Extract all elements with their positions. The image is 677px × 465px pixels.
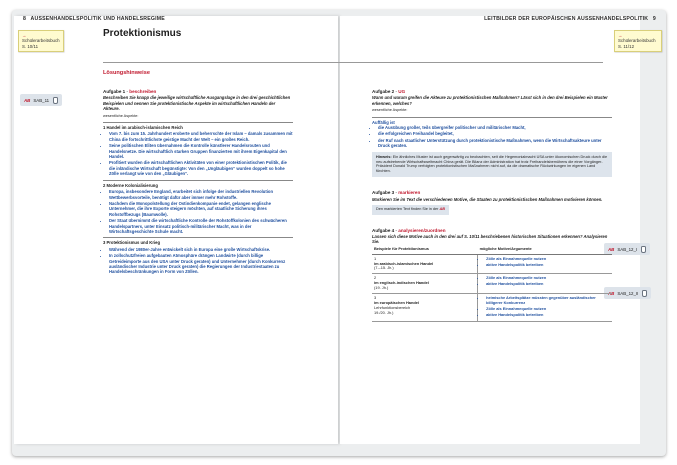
list-item: • Profitiert wurden die wirtschaftlichen Aktivitäten von einer protektionistischen Politik, die die inländische Wirtschaft begünstigte: Von den „Ungläubigen“ wurden doppelt so hohe Zölle verlangt wie von den „Gläubigen“.: [109, 160, 293, 176]
sticky-left-line1: Schülerarbeitsbuch: [22, 38, 60, 44]
list-item: • Zölle als Einnahmequelle nutzen: [486, 307, 610, 312]
task-1-keyword: beschreiben: [129, 89, 157, 94]
sticky-right-line1: Schülerarbeitsbuch: [618, 38, 656, 44]
list-item: • Der Staat übernimmt die wirtschaftliche Kontrolle der Rohstoffkolonien des schwächeren Handelspartners, unter Einsatz politisch-militärischer Macht, was in der Wirtschaftsgeschichte Schule macht.: [109, 218, 293, 234]
list-item: • aktive Handelspolitik betreiben: [486, 263, 610, 268]
sticky-note-left[interactable]: [18, 30, 64, 52]
task-3-heading: Aufgabe 3 · markieren: [372, 190, 421, 196]
note-box: [372, 152, 612, 178]
sticky-note-right[interactable]: [614, 30, 662, 52]
task-1-heading: Aufgabe 1 · beschreiben: [103, 89, 157, 94]
task-1-section-2: [103, 180, 293, 235]
running-header-right: [484, 16, 659, 24]
sticky-right-line2: S. 11/12: [618, 43, 635, 49]
list-item: • der Ruf nach staatlicher Unterstützung durch protektionistische Maßnahmen, wenn die Wirtschaftsakteure unter Druck geraten.: [378, 138, 612, 149]
task-2-aspects-label: wesentliche Aspekte:: [372, 108, 408, 113]
section-subtitle: Lösungshinweise: [103, 70, 150, 76]
table-row: 2 im englisch-indischen Handel (19. Jh.) • Zölle als Einnahmequelle nutzen • aktive Handelspolitik betreiben: [372, 274, 612, 294]
task-4-instruction: Lassen sich diese Motive auch in den drei auf S. 10/11 beschriebenen historischen Situationen erkennen? Analysieren Sie.: [372, 233, 608, 245]
title-divider: [103, 62, 603, 63]
task-1-section-3: [103, 237, 293, 274]
list-item: • Während der 1980er-Jahre entwickelt sich in Europa eine große Wirtschaftskrise.: [109, 247, 293, 252]
page-title: Protektionismus: [103, 28, 182, 39]
task-3-keyword: markieren: [398, 190, 421, 196]
task-2-instruction: Wann und warum greifen die Akteure zu protektionistischen Maßnahmen? Lässt sich in den drei Beispielen ein Muster erkennen, welches?: [372, 95, 608, 106]
running-title-left: AUSSENHANDELSPOLITIK UND HANDELSREGIME: [30, 16, 165, 22]
task-1-aspects-label: wesentliche Aspekte:: [103, 113, 139, 118]
table-header: mögliche Motive/Argumente: [478, 245, 612, 254]
list-item: • In zollschutzfreien aufgebauten Atmosphäre drängen Landwirte (durch billige Getreideimporte aus den USA unter Druck geraten) und Unternehmer (durch Konkurrenz ausländischer Industrie unter Druck geraten) die Regierungen der Industriestaaten zu Handelsbeschränkungen in Form von Zöllen.: [109, 253, 293, 275]
section-heading: 1 Handel im arabisch-islamischen Reich: [103, 125, 183, 131]
resource-link-label: SAB_11: [33, 97, 50, 103]
task-1-instruction: Beschreiben Sie knapp die jeweilige wirtschaftliche Ausgangslage in den drei geschichtlichen Beispielen und nennen Sie protektionistische Aspekte im wirtschaftlichen Handeln der Akteure.: [103, 95, 291, 112]
right-column: [372, 89, 615, 335]
table-header: Beispiele für Protektionismus: [372, 245, 478, 254]
note-label: Hinweis:: [376, 154, 392, 159]
task-1-section-1: [103, 122, 293, 177]
running-header-left: [20, 16, 165, 24]
list-item: • Vom 7. bis zum 15. Jahrhundert eroberte und beherrschte der Islam – damals zusammen mit China die fortschrittlichste geistige Macht der Welt – ein großes Reich.: [109, 131, 293, 142]
section-heading: 3 Protektionismus und Krieg: [103, 240, 161, 246]
list-item: • Europa, insbesondere England, erarbeitet sich infolge der industriellen Revolution Wettbewerbsvorteile, benötigt dafür aber immer mehr Rohstoffe.: [109, 189, 293, 200]
resource-link-label: SAB_12_II: [617, 290, 639, 296]
ab-logo-icon: AB: [439, 207, 445, 212]
task-2: [372, 89, 612, 177]
task-4-heading: Aufgabe 4 · analysieren/zuordnen: [372, 227, 446, 233]
task-4-keyword: analysieren/zuordnen: [398, 227, 446, 233]
list-item: • aktive Handelspolitik betreiben: [486, 282, 610, 287]
task-2-keyword: UG: [398, 89, 406, 94]
ab-logo-icon: AB: [608, 246, 615, 252]
pointer-hand-icon: [52, 97, 58, 103]
answer-heading: Auffällig ist: [372, 119, 395, 125]
page-number-right: 9: [652, 16, 656, 22]
ab-logo-icon: AB: [24, 97, 31, 103]
table-row: 3 im europäischen Handel Lehrfunktionsbereich 19./20. Jh.) • heimische Arbeitsplätze müssten gegenüber ausländischer billigerer Konkurrenz • Zölle als Einnahmequelle nutzen • aktive Handelspolitik betreiben: [372, 294, 612, 322]
pointer-hand-icon: [641, 290, 647, 296]
section-heading: 2 Moderne Kolonialisierung: [103, 182, 158, 188]
left-column: [103, 89, 293, 276]
pointer-hand-icon: [640, 246, 646, 252]
list-item: • Nachdem die Monopolstellung der Ostindienkompanie endet, gelangen englische Unternehmer, die ihre Exporte steigern möchten, auf staatliche Sicherung ihres Rohstoffbezugs (Baumwolle).: [109, 201, 293, 217]
resource-link-sab-11[interactable]: [20, 94, 62, 106]
list-item: • heimische Arbeitsplätze müssten gegenüber ausländischer billigerer Konkurrenz: [486, 296, 610, 306]
task-2-heading: Aufgabe 2 · UG: [372, 89, 406, 94]
task-3: [372, 190, 612, 214]
task-4: [372, 227, 615, 322]
list-item: • aktive Handelspolitik betreiben: [486, 313, 610, 318]
arrow-icon: →: [618, 33, 623, 38]
page-number-left: 8: [23, 16, 27, 22]
list-item: • Seine politischen Eliten übernahmen die Kontrolle künstlerer Handelsrouten und Handelsnetze. Die wirtschaftlich starken Gruppen finanzierten mit ihrem Eigenkapital den Handel.: [109, 143, 293, 159]
note-text: Ein ähnliches Muster ist auch gegenwärtig zu beobachten, seit die Hegemonialmacht USA unter ökonomischen Druck durch die neu aufstrebende Wirtschaftsweltmacht China gerät. Die Bilanz der Administration hat trotz Freihandelsbemühens die einer Vorgänger-Präsident Donald Trump verfolgten protektionistischen Maßnahmen nicht auf, da die dramatische Rückwirkungen im eigenen Land fürchten.: [376, 154, 608, 174]
list-item: • Zölle als Einnahmequelle nutzen: [486, 257, 610, 262]
task-3-instruction: Markieren Sie im Text die verschiedenen Motive, die Staaten zu protektionistischen Maßnahmen motivieren können.: [372, 196, 603, 202]
list-item: • Zölle als Einnahmequelle nutzen: [486, 276, 610, 281]
resource-link-label: SAB_12_I: [617, 246, 638, 252]
arrow-icon: →: [22, 33, 27, 38]
table-row: 1 im arabisch-islamischen Handel (7.–15. Jh.) • Zölle als Einnahmequelle nutzen • aktive Handelspolitik betreiben: [372, 254, 612, 274]
list-item: • die erfolgreichen Freihandel begleitet,: [378, 131, 612, 136]
motives-table: [372, 245, 615, 322]
marked-text-link[interactable]: Den markierten Text finden Sie in der AB: [372, 205, 449, 214]
running-title-right: LEITBILDER DER EUROPÄISCHEN AUSSENHANDELSPOLITIK: [484, 16, 649, 22]
sticky-left-line2: S. 10/11: [22, 43, 39, 49]
ab-logo-icon: AB: [608, 290, 615, 296]
list-item: • die Ausübung großer, teils übergreifer politischer und militärischer Macht,: [378, 125, 612, 130]
